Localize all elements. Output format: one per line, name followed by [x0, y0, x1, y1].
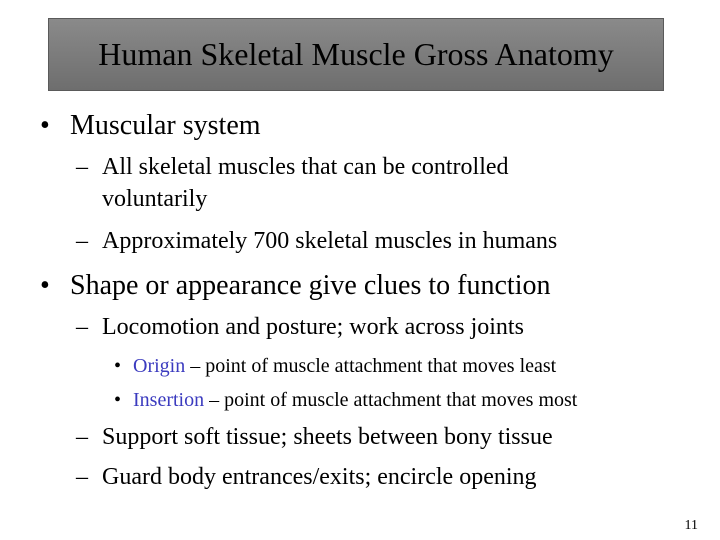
sub-bullet-text: Support soft tissue; sheets between bony tissue [102, 424, 553, 450]
dash-marker: – [76, 228, 88, 254]
subsub-bullet-origin [133, 355, 556, 378]
term-origin: Origin [133, 355, 186, 377]
term-definition: – point of muscle attachment that moves most [204, 389, 578, 411]
sub-bullet-text: All skeletal muscles that can be controlled [102, 154, 509, 180]
sub-bullet-text-continued: voluntarily [102, 186, 208, 212]
dash-marker: – [76, 314, 88, 340]
slide-title: Human Skeletal Muscle Gross Anatomy [98, 36, 614, 72]
term-insertion: Insertion [133, 389, 205, 411]
dash-marker: – [76, 424, 88, 450]
dash-marker: – [76, 464, 88, 490]
dash-marker: – [76, 154, 88, 180]
sub-bullet-text: Guard body entrances/exits; encircle opening [102, 464, 537, 490]
bullet-muscular-system [40, 110, 50, 142]
subsub-marker: • [114, 355, 122, 377]
sub-bullet-text: Locomotion and posture; work across joints [102, 314, 524, 340]
bullet-marker: • [40, 270, 50, 301]
bullet-text: Shape or appearance give clues to function [70, 270, 551, 301]
bullet-marker: • [40, 110, 50, 141]
term-definition: – point of muscle attachment that moves least [185, 355, 557, 377]
bullet-text: Muscular system [70, 110, 261, 141]
sub-bullet-text: Approximately 700 skeletal muscles in humans [102, 228, 558, 254]
subsub-marker: • [114, 389, 122, 411]
subsub-bullet-insertion [133, 389, 577, 412]
slide-number: 11 [684, 518, 698, 533]
